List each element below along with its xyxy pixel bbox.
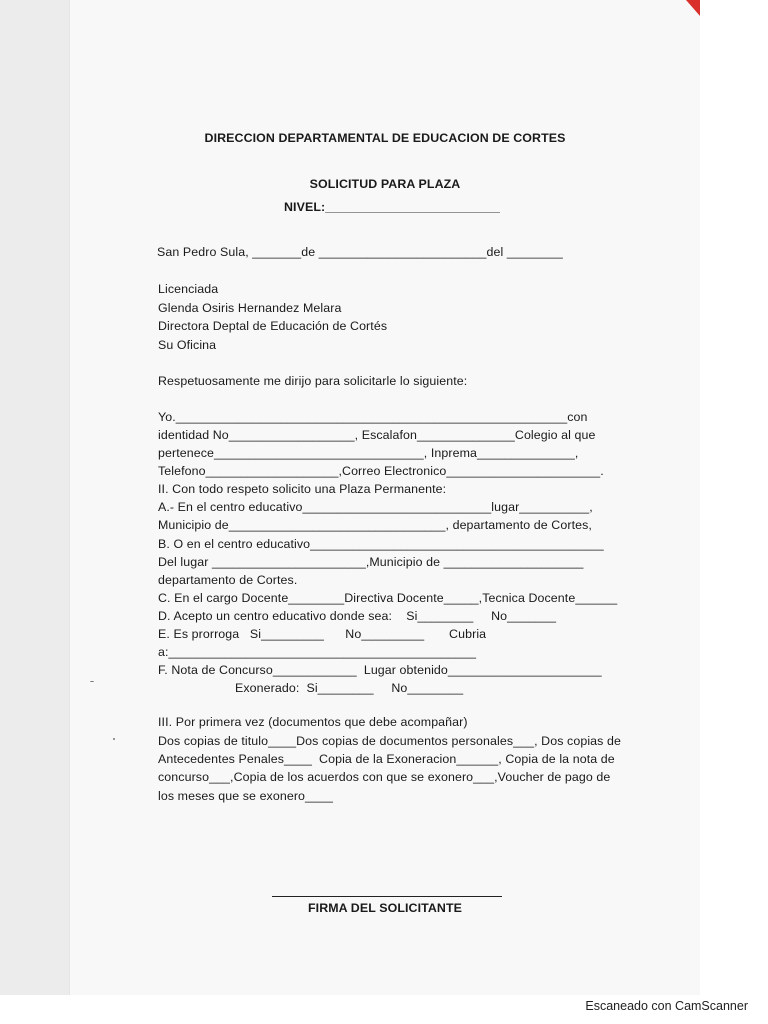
section-iii-heading: III. Por primera vez (documentos que debe acompañar) (158, 715, 468, 729)
institution-heading: DIRECCION DEPARTAMENTAL DE EDUCACION DE CORTES (204, 131, 566, 145)
form-line-cubria: a:____________________________________________ (158, 645, 477, 659)
document-page (70, 0, 700, 995)
nivel-field: NIVEL:_________________________ (284, 200, 500, 214)
scan-speck (113, 738, 115, 740)
form-line-nota-concurso: F. Nota de Concurso____________ Lugar obtenido______________________ (158, 663, 602, 677)
form-line-identity: identidad No__________________, Escalafon______________Colegio al que (158, 428, 596, 442)
recipient-name: Glenda Osiris Hernandez Melara (158, 301, 342, 315)
recipient-title: Licenciada (158, 282, 219, 296)
form-line-prorroga: E. Es prorroga Si_________ No_________ Cubria (158, 627, 487, 641)
form-line-name: Yo.________________________________________________________con (158, 410, 588, 424)
scan-margin-right (700, 0, 768, 995)
signature-label: FIRMA DEL SOLICITANTE (308, 901, 462, 915)
recipient-office: Su Oficina (158, 338, 217, 352)
recipient-position: Directora Deptal de Educación de Cortés (158, 319, 388, 333)
camscanner-watermark: Escaneado con CamScanner (585, 999, 748, 1013)
documents-line-4: los meses que se exonero____ (158, 789, 334, 803)
form-line-lugar: Del lugar ______________________,Municipio de ____________________ (158, 555, 584, 569)
scan-speck (90, 681, 94, 682)
signature-line (272, 896, 502, 897)
form-line-cargo: C. En el cargo Docente________Directiva Docente_____,Tecnica Docente______ (158, 591, 618, 605)
documents-line-3: concurso___,Copia de los acuerdos con que se exonero___,Voucher de pago de (158, 770, 611, 784)
red-corner-mark (686, 0, 700, 16)
date-line: San Pedro Sula, _______de ________________________del ________ (157, 245, 563, 259)
form-title: SOLICITUD PARA PLAZA (309, 177, 461, 191)
form-line-centro-b: B. O en el centro educativo__________________________________________ (158, 537, 604, 551)
form-line-municipio: Municipio de_______________________________, departamento de Cortes, (158, 518, 592, 532)
form-line-departamento: departamento de Cortes. (158, 573, 298, 587)
form-line-telefono: Telefono___________________,Correo Electronico______________________. (158, 464, 604, 478)
section-ii-heading: II. Con todo respeto solicito una Plaza Permanente: (158, 482, 447, 496)
form-line-centro-a: A.- En el centro educativo___________________________lugar__________, (158, 500, 593, 514)
form-line-pertenece: pertenece______________________________, Inprema______________, (158, 446, 579, 460)
form-line-exonerado: Exonerado: Si________ No________ (235, 681, 464, 695)
documents-line-2: Antecedentes Penales____ Copia de la Exoneracion______, Copia de la nota de (158, 752, 615, 766)
intro-text: Respetuosamente me dirijo para solicitarle lo siguiente: (158, 374, 468, 388)
documents-line-1: Dos copias de titulo____Dos copias de documentos personales___, Dos copias de (158, 734, 621, 748)
form-line-acepto: D. Acepto un centro educativo donde sea: Si________ No_______ (158, 609, 557, 623)
